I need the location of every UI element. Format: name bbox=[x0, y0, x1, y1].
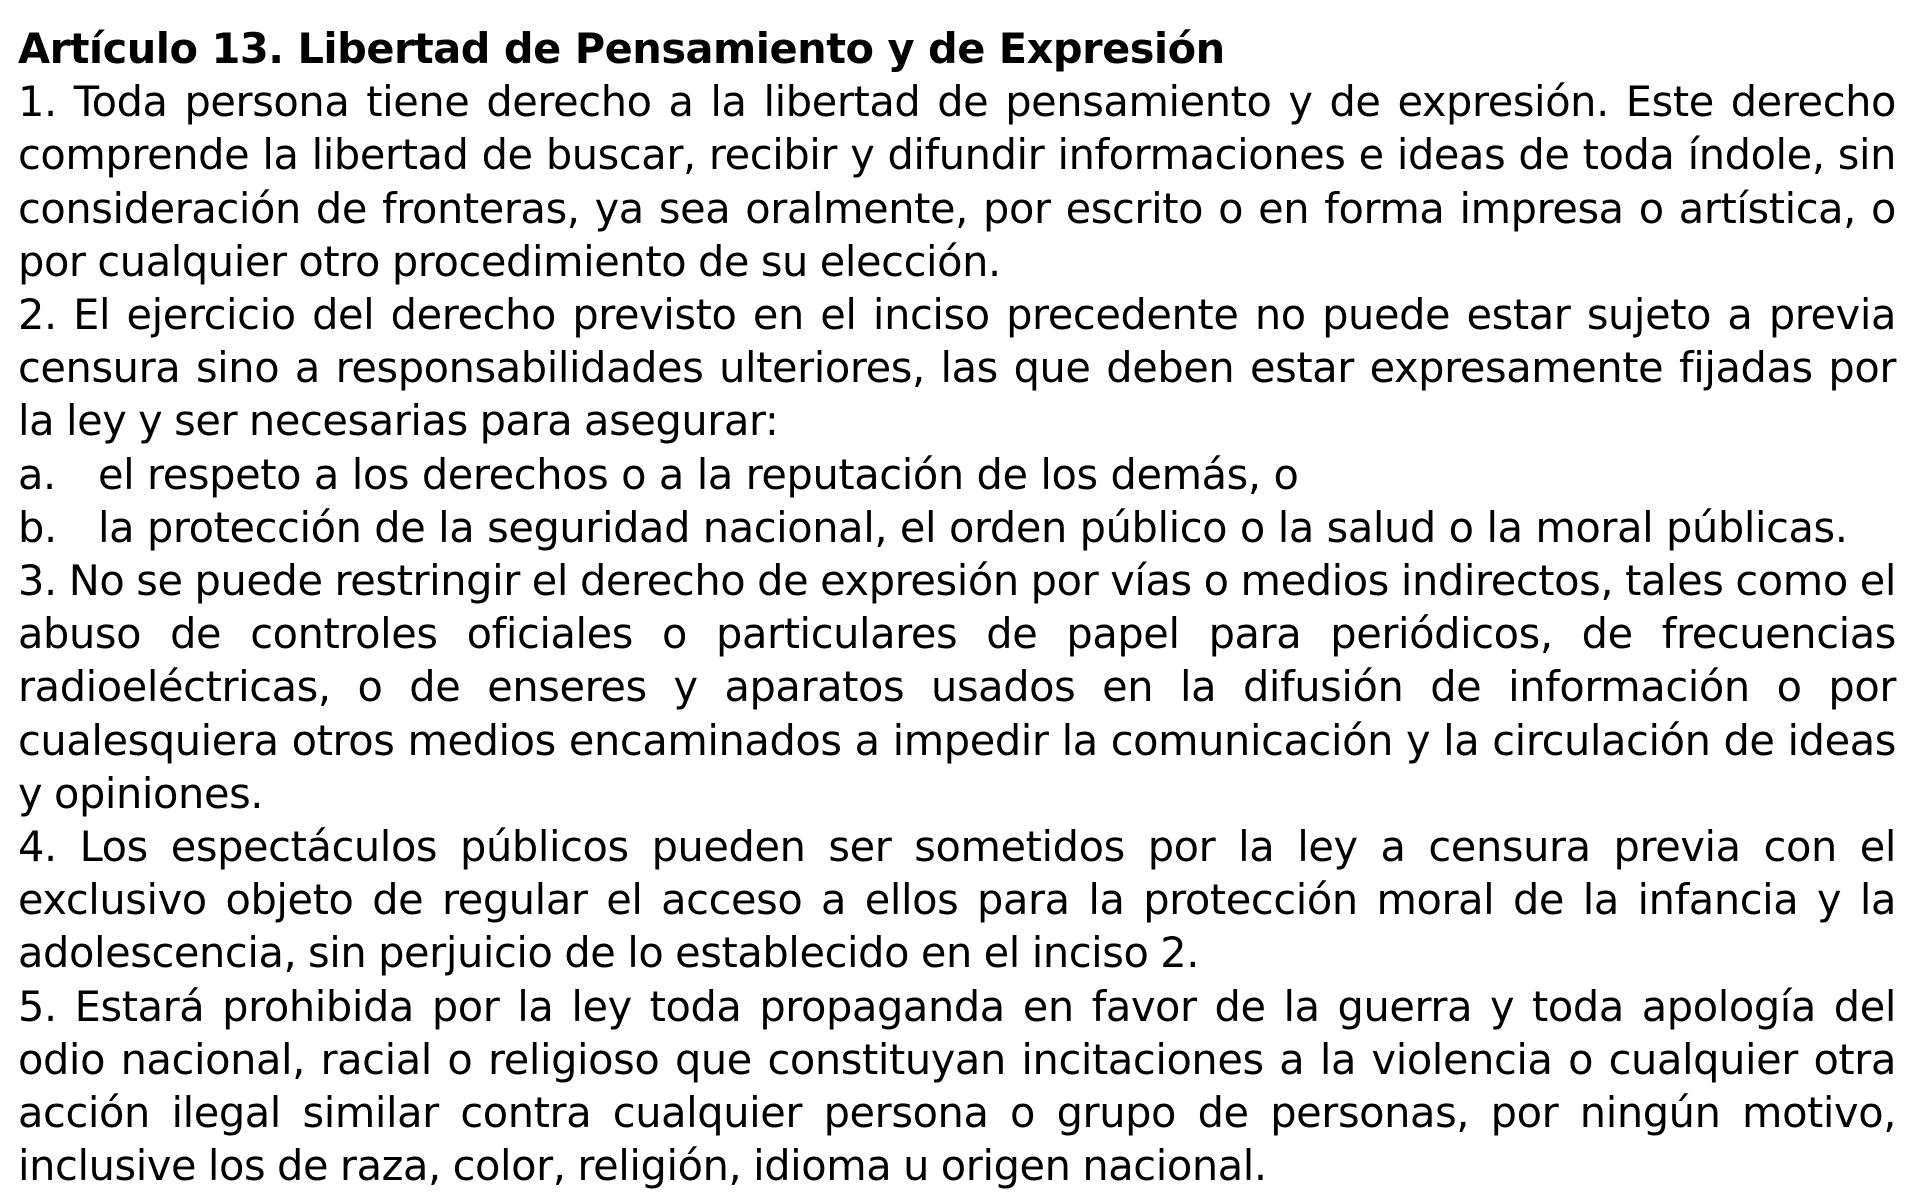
subitem-b bbox=[18, 501, 1896, 554]
paragraph-1: 1. Toda persona tiene derecho a la libertad de pensamiento y de expresión. Este derecho comprende la libertad de buscar, recibir y difundir informaciones e ideas de toda índole, sin consideración de fronteras, ya sea oralmente, por escrito o en forma impresa o artística, o por cualquier otro procedimiento de su elección. bbox=[18, 77, 1896, 286]
subitem-a-text: el respeto a los derechos o a la reputación de los demás, o bbox=[98, 449, 1299, 499]
subitem-b-letter: b. bbox=[18, 502, 57, 552]
paragraph-2: 2. El ejercicio del derecho previsto en el inciso precedente no puede estar sujeto a previa censura sino a responsabilidades ulteriores, las que deben estar expresamente fijadas por la ley y ser necesarias para asegurar: bbox=[18, 290, 1896, 446]
paragraph-5: 5. Estará prohibida por la ley toda propaganda en favor de la guerra y toda apología del odio nacional, racial o religioso que constituyan incitaciones a la violencia o cualquier otra acción ilegal similar contra cualquier persona o grupo de personas, por ningún motivo, inclusive los de raza, color, religión, idioma u origen nacional. bbox=[18, 981, 1896, 1191]
article-title: Artículo 13. Libertad de Pensamiento y de Expresión bbox=[18, 24, 1225, 73]
document-page bbox=[18, 22, 1896, 1192]
subitem-a-letter: a. bbox=[18, 449, 56, 499]
paragraph-3: 3. No se puede restringir el derecho de expresión por vías o medios indirectos, tales como el abuso de controles oficiales o particulares de papel para periódicos, de frecuencias radioeléctricas, o de enseres y aparatos usados en la difusión de información o por cualesquiera otros medios encaminados a impedir la comunicación y la circulación de ideas y opiniones. bbox=[18, 556, 1896, 818]
subitem-b-text: la protección de la seguridad nacional, el orden público o la salud o la moral públicas. bbox=[98, 502, 1848, 552]
paragraph-4: 4. Los espectáculos públicos pueden ser sometidos por la ley a censura previa con el exclusivo objeto de regular el acceso a ellos para la protección moral de la infancia y la adolescencia, sin perjuicio de lo establecido en el inciso 2. bbox=[18, 822, 1896, 978]
subitem-a bbox=[18, 448, 1896, 501]
